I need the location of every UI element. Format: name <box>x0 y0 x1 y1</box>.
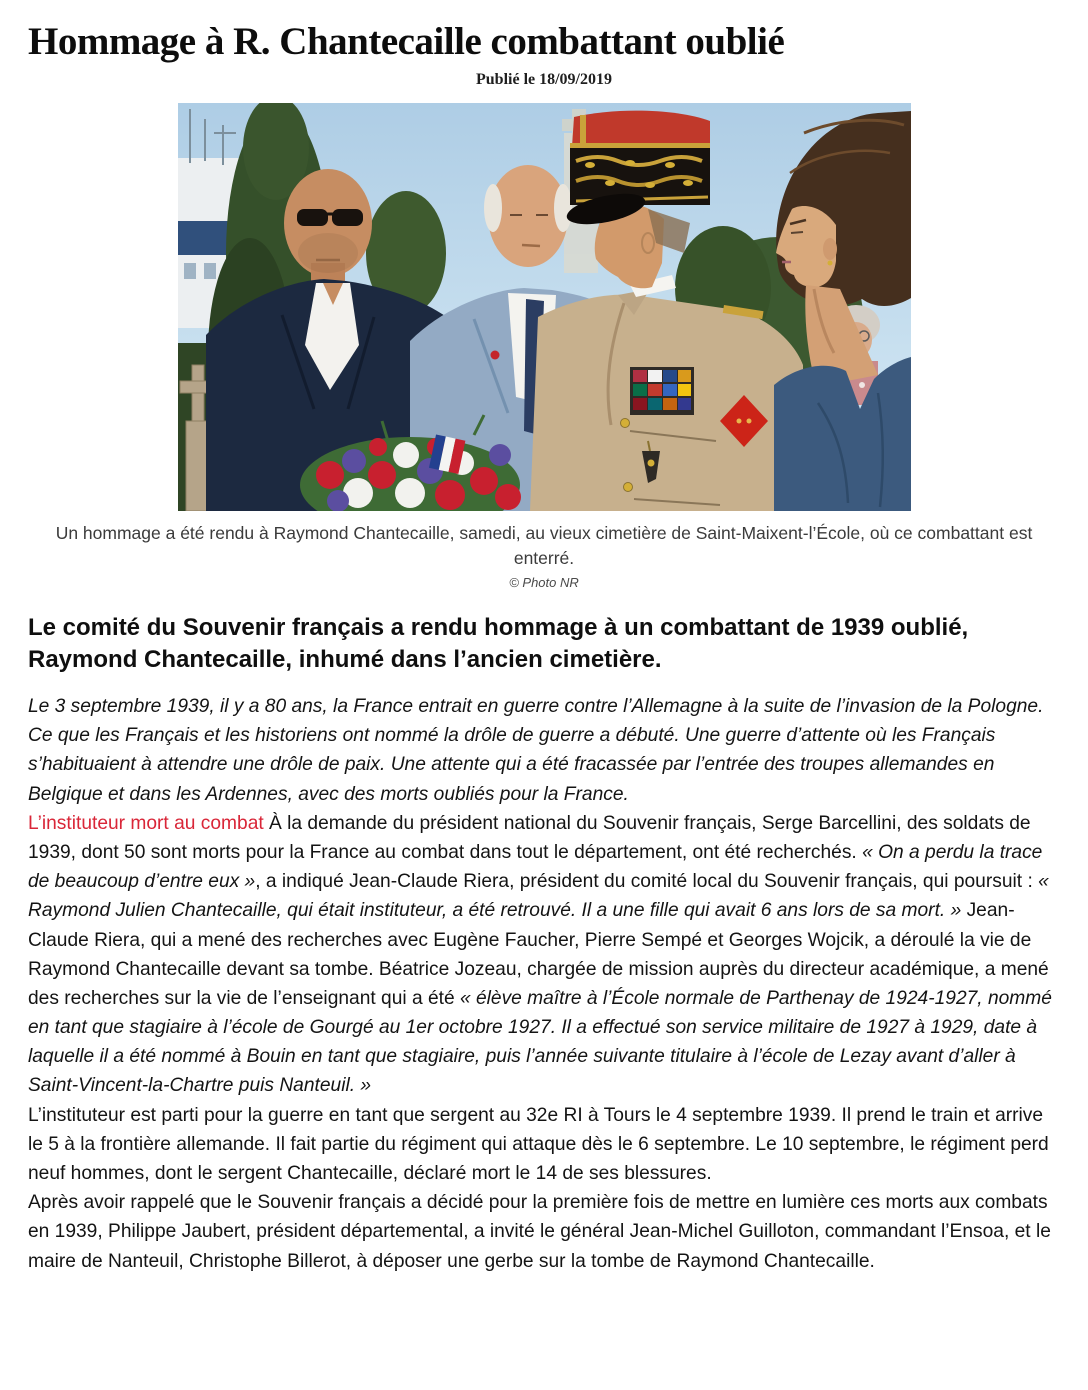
text-segment: « élève maître à l’École normale de Parthenay de 1924-1927, nommé en tant que stagiaire à l’école de Gourgé au 1er octobre 1927. Il a effectué son service militaire de 1927 à 1929, date à laquelle il a été nommé à Bouin en tant que stagiaire, puis l’année suivante titulaire à l’école de Lezay avant d’aller à Saint-Vincent-la-Chartre puis Nanteuil. » <box>28 987 1052 1097</box>
inline-section-link[interactable]: L’instituteur mort au combat <box>28 812 264 834</box>
text-segment: « Raymond Julien Chantecaille, qui était instituteur, a été retrouvé. Il a une fille qui avait 6 ans lors de sa mort. » <box>28 871 1049 922</box>
article-body <box>28 692 1058 1276</box>
article-lead: Le comité du Souvenir français a rendu hommage à un combattant de 1939 oublié, Raymond Chantecaille, inhumé dans l’ancien cimetière. <box>28 613 969 673</box>
text-segment: À la demande du président national du Souvenir français, Serge Barcellini, des soldats de 1939, dont 50 sont morts pour la France au combat dans tout le département, ont été recherchés. <box>28 812 1031 863</box>
publication-date: Publié le 18/09/2019 <box>476 70 612 88</box>
medal-ribbons <box>630 367 694 415</box>
photo-caption: Un hommage a été rendu à Raymond Chantecaille, samedi, au vieux cimetière de Saint-Maixent-l’École, où ce combattant est enterré. <box>55 522 1033 569</box>
photo-credit: © Photo NR <box>509 574 579 590</box>
article-title: Hommage à R. Chantecaille combattant oublié <box>28 20 785 63</box>
text-segment: Le 3 septembre 1939, il y a 80 ans, la France entrait en guerre contre l’Allemagne à la suite de l’invasion de la Pologne. Ce que les Français et les historiens ont nommé la drôle de guerre a débuté. Une guerre d’attente où les Français s’habituaient à attendre une drôle de paix. Une attente qui a été fracassée par l’entrée des troupes allemandes en Belgique et dans les Ardennes, avec des morts oubliés pour la France. <box>28 696 1044 805</box>
article-paragraph <box>28 809 1058 1101</box>
article-photo <box>178 103 911 511</box>
text-segment: , a indiqué Jean-Claude Riera, président du comité local du Souvenir français, qui poursuit : <box>255 871 1039 893</box>
text-segment: L’instituteur est parti pour la guerre en tant que sergent au 32e RI à Tours le 4 septembre 1939. Il prend le train et arrive le 5 à la frontière allemande. Il fait partie du régiment qui attaque dès le 6 septembre. Le 10 septembre, le régiment perd neuf hommes, dont le sergent Chantecaille, déclaré mort le 14 de ses blessures. <box>28 1104 1049 1184</box>
article-photo-illustration <box>178 103 911 511</box>
article-paragraph <box>28 692 1058 809</box>
text-segment: « On a perdu la trace de beaucoup d’entre eux » <box>28 841 1043 893</box>
article-paragraph <box>28 1101 1058 1189</box>
text-segment: Jean-Claude Riera, qui a mené des recherches avec Eugène Faucher, Pierre Sempé et Georges Wojcik, a déroulé la vie de Raymond Chantecaille devant sa tombe. Béatrice Jozeau, chargée de mission auprès du directeur académique, a mené des recherches sur la vie de l’enseignant qui a été <box>28 900 1049 1009</box>
text-segment: Après avoir rappelé que le Souvenir français a décidé pour la première fois de mettre en lumière ces morts aux combats en 1939, Philippe Jaubert, président départemental, a invité le général Jean-Michel Guilloton, commandant l’Ensoa, et le maire de Nanteuil, Christophe Billerot, à déposer une gerbe sur la tombe de Raymond Chantecaille. <box>28 1192 1051 1272</box>
article-paragraph <box>28 1188 1058 1276</box>
